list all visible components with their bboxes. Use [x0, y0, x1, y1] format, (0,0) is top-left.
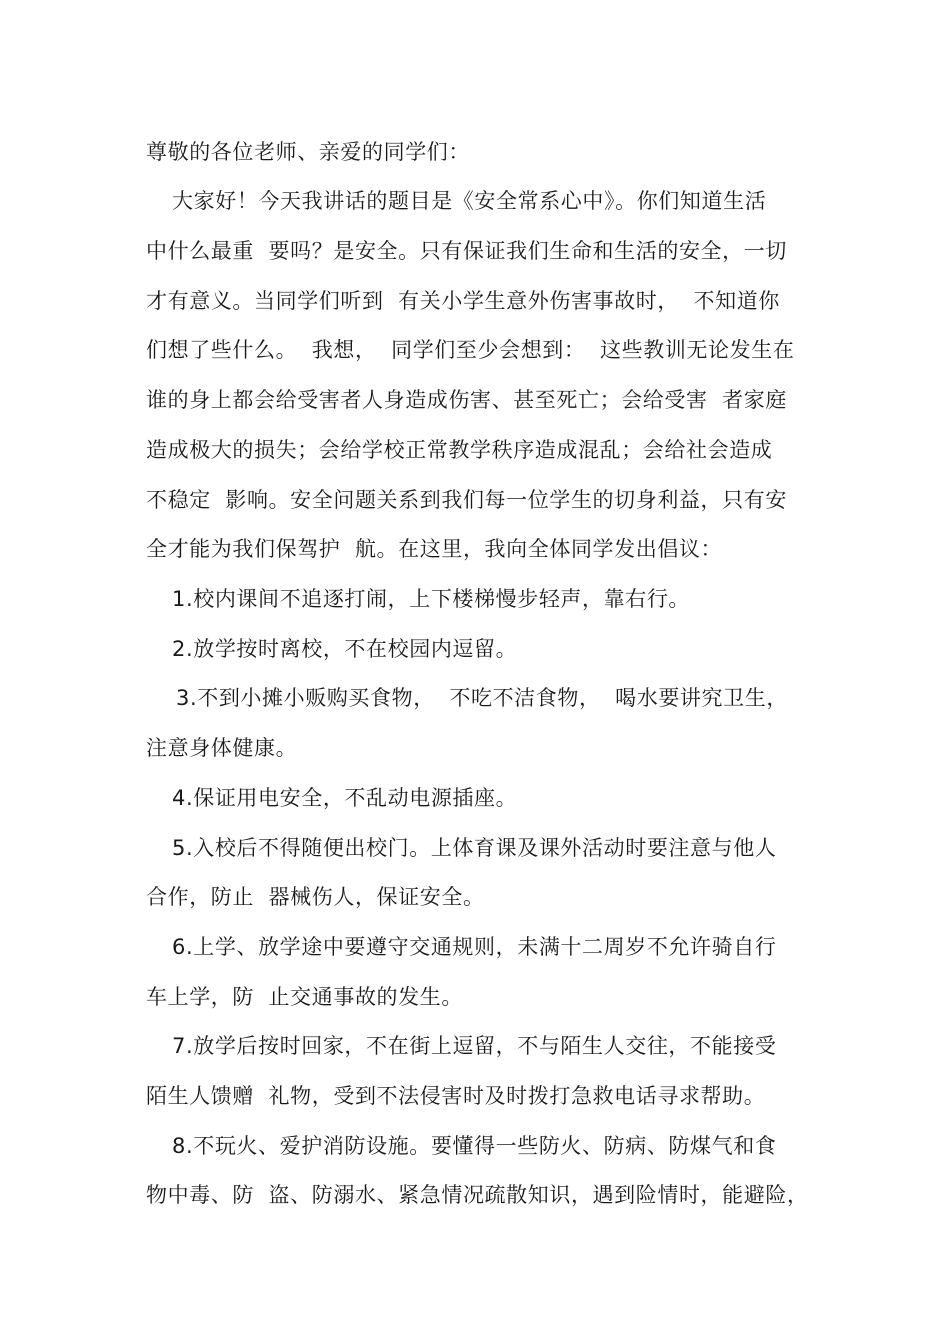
list-item-1: 1.校内课间不追逐打闹，上下楼梯慢步轻声，靠右行。	[172, 587, 691, 611]
salutation-line: 尊敬的各位老师、亲爱的同学们：	[146, 140, 470, 164]
list-item-4: 4.保证用电安全，不乱动电源插座。	[172, 786, 518, 810]
list-item-6: 6.上学、放学途中要遵守交通规则，未满十二周岁不允许骑自行	[172, 935, 777, 959]
text-line: 造成极大的损失；会给学校正常教学秩序造成混乱；会给社会造成	[146, 438, 773, 462]
text-line: 中什么最重 要吗？是安全。只有保证我们生命和生活的安全，一切	[146, 239, 787, 263]
text-line: 才有意义。当同学们听到 有关小学生意外伤害事故时， 不知道你	[146, 289, 780, 313]
text-line: 不稳定 影响。安全问题关系到我们每一位学生的切身利益，只有安	[146, 488, 787, 512]
list-item-7: 7.放学后按时回家，不在街上逗留，不与陌生人交往，不能接受	[172, 1034, 777, 1058]
text-line: 合作，防止 器械伤人，保证安全。	[146, 885, 485, 909]
list-item-3: 3.不到小摊小贩购买食物， 不吃不洁食物， 喝水要讲究卫生，	[176, 686, 788, 710]
text-line: 陌生人馈赠 礼物，受到不法侵害时及时拨打急救电话寻求帮助。	[146, 1084, 766, 1108]
list-item-2: 2.放学按时离校，不在校园内逗留。	[172, 637, 518, 661]
text-line: 物中毒、防 盗、防溺水、紧急情况疏散知识，遇到险情时，能避险，	[146, 1183, 809, 1207]
text-line: 谁的身上都会给受害者人身造成伤害、甚至死亡；会给受害 者家庭	[146, 388, 787, 412]
text-line: 注意身体健康。	[146, 736, 298, 760]
list-item-5: 5.入校后不得随便出校门。上体育课及课外活动时要注意与他人	[172, 836, 777, 860]
text-line: 车上学，防 止交通事故的发生。	[146, 985, 463, 1009]
text-line: 们想了些什么。 我想， 同学们至少会想到： 这些教训无论发生在	[146, 338, 795, 362]
list-item-8: 8.不玩火、爱护消防设施。要懂得一些防火、防病、防煤气和食	[172, 1134, 777, 1158]
text-line: 大家好！今天我讲话的题目是《安全常系心中》。你们知道生活	[172, 189, 767, 213]
text-line: 全才能为我们保驾护 航。在这里，我向全体同学发出倡议：	[146, 537, 723, 561]
